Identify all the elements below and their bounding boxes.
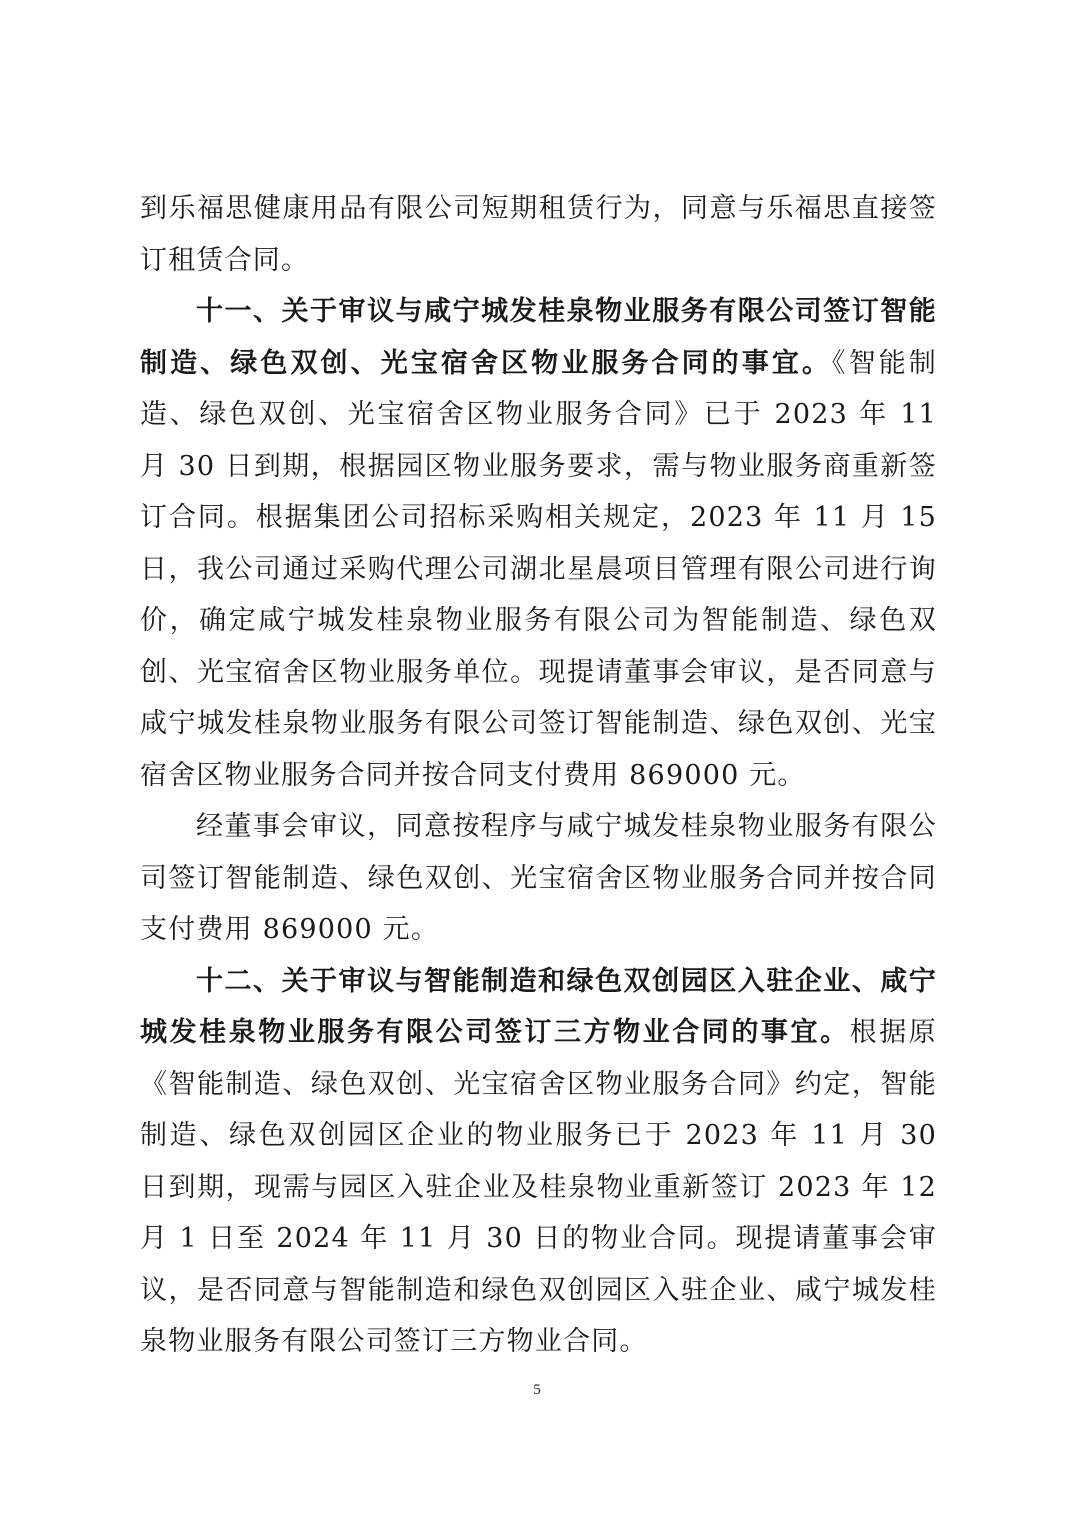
paragraph-item-11 <box>140 286 937 801</box>
paragraph-text: 到乐福思健康用品有限公司短期租赁行为，同意与乐福思直接签订租赁合同。 <box>140 193 937 276</box>
board-decision-text: 经董事会审议，同意按程序与咸宁城发桂泉物业服务有限公司签订智能制造、绿色双创、光宝宿舍区物业服务合同并按合同支付费用 869000 元。 <box>140 811 937 945</box>
item-12-heading: 十二、关于审议与智能制造和绿色双创园区入驻企业、咸宁城发桂泉物业服务有限公司签订三方物业合同的事宜。 <box>140 965 937 1048</box>
page-number: 5 <box>533 1382 541 1398</box>
item-11-heading: 十一、关于审议与咸宁城发桂泉物业服务有限公司签订智能制造、绿色双创、光宝宿舍区物业服务合同的事宜。 <box>140 296 937 379</box>
paragraph-board-decision <box>140 801 937 956</box>
item-12-body: 根据原《智能制造、绿色双创、光宝宿舍区物业服务合同》约定，智能制造、绿色双创园区企业的物业服务已于 2023 年 11 月 30 日到期，现需与园区入驻企业及桂泉物业重新签订 2023 年 12 月 1 日至 2024 年 11 月 30 日的物业合同。现提请董事会审议，是否同意与智能制造和绿色双创园区入驻企业、咸宁城发桂泉物业服务有限公司签订三方物业合同。 <box>140 1017 937 1357</box>
paragraph-item-12 <box>140 956 937 1368</box>
paragraph-continuation <box>140 183 937 286</box>
item-11-body: 《智能制造、绿色双创、光宝宿舍区物业服务合同》已于 2023 年 11 月 30 日到期，根据园区物业服务要求，需与物业服务商重新签订合同。根据集团公司招标采购相关规定，2023 年 11 月 15 日，我公司通过采购代理公司湖北星晨项目管理有限公司进行询价，确定咸宁城发桂泉物业服务有限公司为智能制造、绿色双创、光宝宿舍区物业服务单位。现提请董事会审议，是否同意与咸宁城发桂泉物业服务有限公司签订智能制造、绿色双创、光宝宿舍区物业服务合同并按合同支付费用 869000 元。 <box>140 347 937 791</box>
document-body <box>140 183 937 1368</box>
